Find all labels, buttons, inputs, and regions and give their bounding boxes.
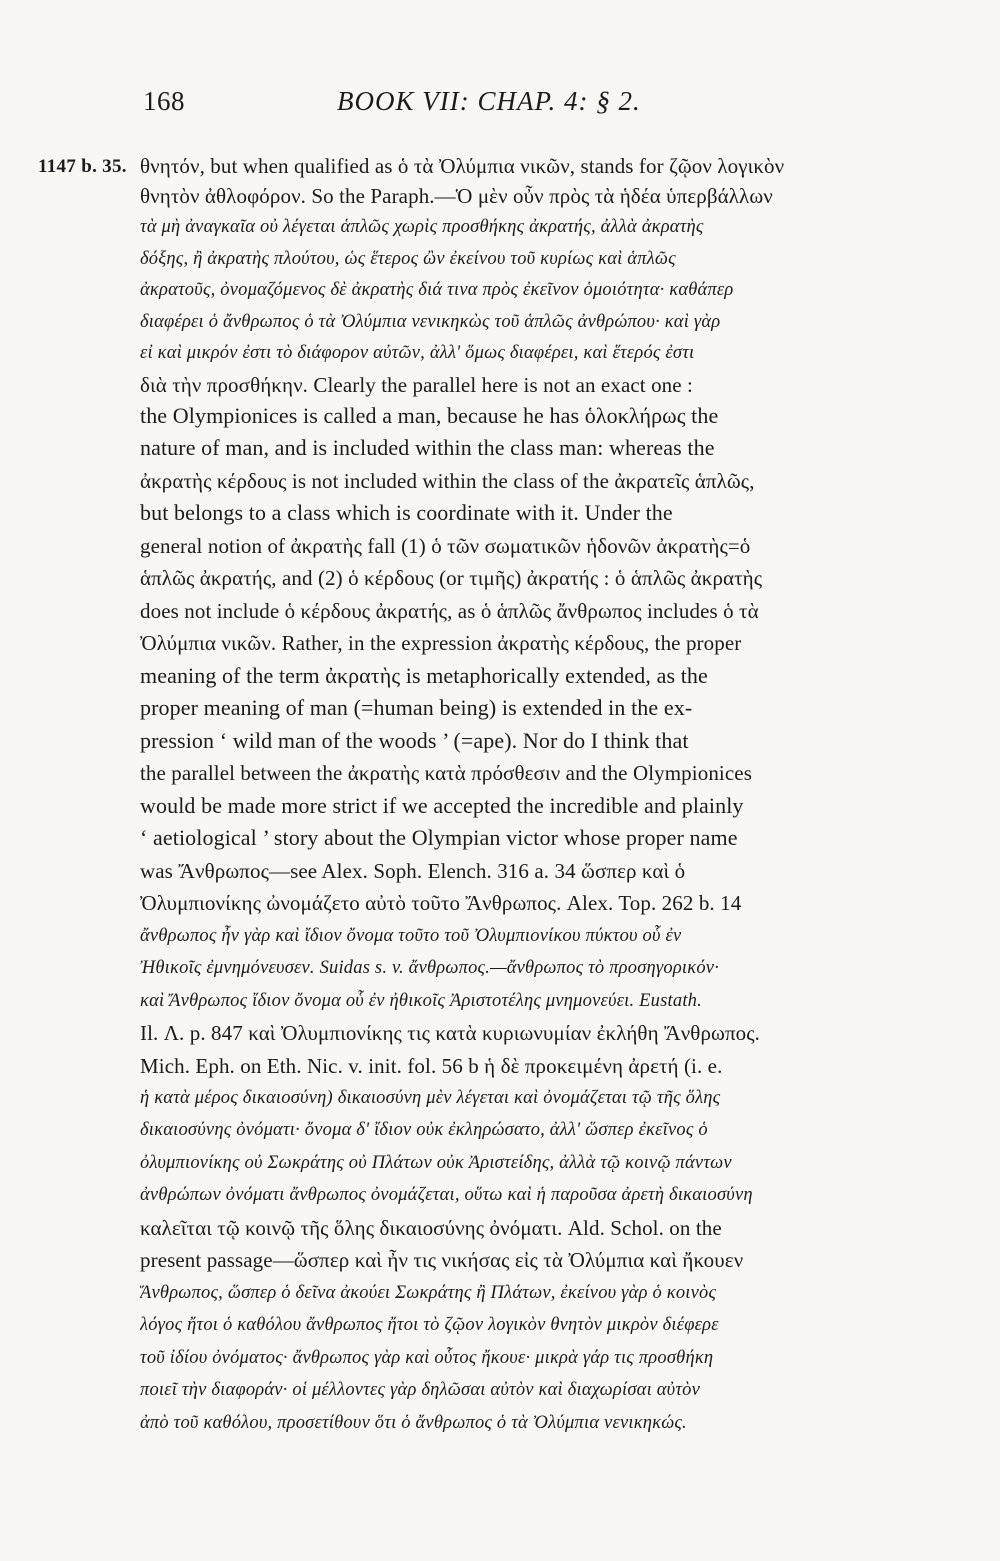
text-line: ἁπλῶς ἀκρατής, and (2) ὁ κέρδους (or τιμῆς) ἀκρατής : ὁ ἁπλῶς ἀκρατὴς (140, 566, 763, 590)
page-number: 168 (143, 86, 185, 116)
text-line: τὰ μὴ ἀναγκαῖα οὐ λέγεται ἁπλῶς χωρὶς προσθήκης ἀκρατής, ἀλλὰ ἀκρατὴς (140, 217, 704, 237)
text-line: δόξης, ἢ ἀκρατὴς πλούτου, ὡς ἕτερος ὢν ἐκείνου τοῦ κυρίως καὶ ἁπλῶς (140, 249, 676, 269)
text-line: but belongs to a class which is coordinate with it. Under the (140, 500, 673, 525)
text-line: εἰ καὶ μικρόν ἐστι τὸ διάφορον αὐτῶν, ἀλλ' ὅμως διαφέρει, καὶ ἕτερός ἐστι (140, 343, 695, 363)
text-line: ἡ κατὰ μέρος δικαιοσύνη) δικαιοσύνη μὲν λέγεται καὶ ὀνομάζεται τῷ τῆς ὅλης (140, 1088, 721, 1108)
margin-reference: 1147 b. 35. (38, 156, 127, 177)
text-line: ἀκρατοῦς, ὀνομαζόμενος δὲ ἀκρατὴς διά τινα πρὸς ἐκεῖνον ὁμοιότητα· καθάπερ (140, 280, 734, 300)
text-line: λόγος ἤτοι ὁ καθόλου ἄνθρωπος ἤτοι τὸ ζῷον λογικὸν θνητὸν μικρὸν διέφερε (140, 1315, 719, 1335)
text-line: ὀλυμπιονίκης οὐ Σωκράτης οὐ Πλάτων οὐκ Ἀριστείδης, ἀλλὰ τῷ κοινῷ πάντων (140, 1153, 732, 1173)
page-header (0, 86, 1000, 126)
text-line: διὰ τὴν προσθήκην. Clearly the parallel here is not an exact one : (140, 373, 693, 397)
text-line: pression ‘ wild man of the woods ’ (=ape). Nor do I think that (140, 728, 689, 753)
text-line: would be made more strict if we accepted the incredible and plainly (140, 793, 744, 818)
text-line: ποιεῖ τὴν διαφοράν· οἱ μέλλοντες γὰρ δηλῶσαι αὐτὸν καὶ διαχωρίσαι αὐτὸν (140, 1380, 701, 1400)
text-line: the Olympionices is called a man, because he has ὁλοκλήρως the (140, 403, 719, 428)
text-line: καλεῖται τῷ κοινῷ τῆς ὅλης δικαιοσύνης ὀνόματι. Ald. Schol. on the (140, 1216, 722, 1240)
text-line: δικαιοσύνης ὀνόματι· ὄνομα δ' ἴδιον οὐκ ἐκληρώσατο, ἀλλ' ὥσπερ ἐκεῖνος ὁ (140, 1120, 708, 1140)
text-line: the parallel between the ἀκρατὴς κατὰ πρόσθεσιν and the Olympionices (140, 761, 752, 785)
text-line: Ὀλύμπια νικῶν. Rather, in the expression ἀκρατὴς κέρδους, the proper (140, 631, 742, 655)
text-line: θνητόν, but when qualified as ὁ τὰ Ὀλύμπια νικῶν, stands for ζῷον λογικὸν (140, 154, 785, 178)
text-line: Ἠθικοῖς ἐμνημόνευσεν. Suidas s. v. ἄνθρωπος.—ἄνθρωπος τὸ προσηγορικόν· (140, 958, 720, 978)
text-line: ἀκρατὴς κέρδους is not included within the class of the ἀκρατεῖς ἁπλῶς, (140, 469, 755, 493)
text-line: was Ἄνθρωπος—see Alex. Soph. Elench. 316 a. 34 ὥσπερ καὶ ὁ (140, 859, 686, 883)
text-line: θνητὸν ἀθλοφόρον. So the Paraph.—Ὁ μὲν οὖν πρὸς τὰ ἡδέα ὑπερβάλλων (140, 184, 773, 208)
text-line: ἀνθρώπων ὀνόματι ἄνθρωπος ὀνομάζεται, οὕτω καὶ ἡ παροῦσα ἀρετὴ δικαιοσύνη (140, 1185, 753, 1205)
text-line: meaning of the term ἀκρατὴς is metaphorically extended, as the (140, 663, 708, 688)
text-line: καὶ Ἄνθρωπος ἴδιον ὄνομα οὗ ἐν ἠθικοῖς Ἀριστοτέλης μνημονεύει. Eustath. (140, 991, 702, 1011)
text-line: general notion of ἀκρατὴς fall (1) ὁ τῶν σωματικῶν ἡδονῶν ἀκρατὴς=ὁ (140, 534, 751, 558)
text-line: nature of man, and is included within the class man: whereas the (140, 435, 715, 460)
text-line: διαφέρει ὁ ἄνθρωπος ὁ τὰ Ὀλύμπια νενικηκὼς τοῦ ἁπλῶς ἀνθρώπου· καὶ γὰρ (140, 312, 721, 332)
text-line: present passage—ὥσπερ καὶ ἦν τις νικήσας εἰς τὰ Ὀλύμπια καὶ ἤκουεν (140, 1248, 744, 1272)
text-line: ἄνθρωπος ἦν γὰρ καὶ ἴδιον ὄνομα τοῦτο τοῦ Ὀλυμπιονίκου πύκτου οὗ ἐν (140, 926, 682, 946)
text-line: Mich. Eph. on Eth. Nic. v. init. fol. 56 b ἡ δὲ προκειμένη ἀρετή (i. e. (140, 1054, 723, 1078)
text-line: ἀπὸ τοῦ καθόλου, προσετίθουν ὅτι ὁ ἄνθρωπος ὁ τὰ Ὀλύμπια νενικηκώς. (140, 1413, 687, 1433)
running-head: BOOK VII: CHAP. 4: § 2. (337, 86, 641, 116)
text-line: τοῦ ἰδίου ὀνόματος· ἄνθρωπος γὰρ καὶ οὗτος ἤκουε· μικρὰ γάρ τις προσθήκη (140, 1348, 714, 1368)
text-line: Ἄνθρωπος, ὥσπερ ὁ δεῖνα ἀκούει Σωκράτης ἢ Πλάτων, ἐκείνου γὰρ ὁ κοινὸς (140, 1283, 717, 1303)
text-line: proper meaning of man (=human being) is extended in the ex- (140, 695, 693, 720)
text-line: Ὀλυμπιονίκης ὠνομάζετο αὐτὸ τοῦτο Ἄνθρωπος. Alex. Top. 262 b. 14 (140, 891, 742, 915)
text-line: ‘ aetiological ’ story about the Olympian victor whose proper name (140, 825, 738, 850)
text-line: Il. Λ. p. 847 καὶ Ὀλυμπιονίκης τις κατὰ κυριωνυμίαν ἐκλήθη Ἄνθρωπος. (140, 1021, 761, 1045)
text-line: does not include ὁ κέρδους ἀκρατής, as ὁ ἁπλῶς ἄνθρωπος includes ὁ τὰ (140, 599, 759, 623)
